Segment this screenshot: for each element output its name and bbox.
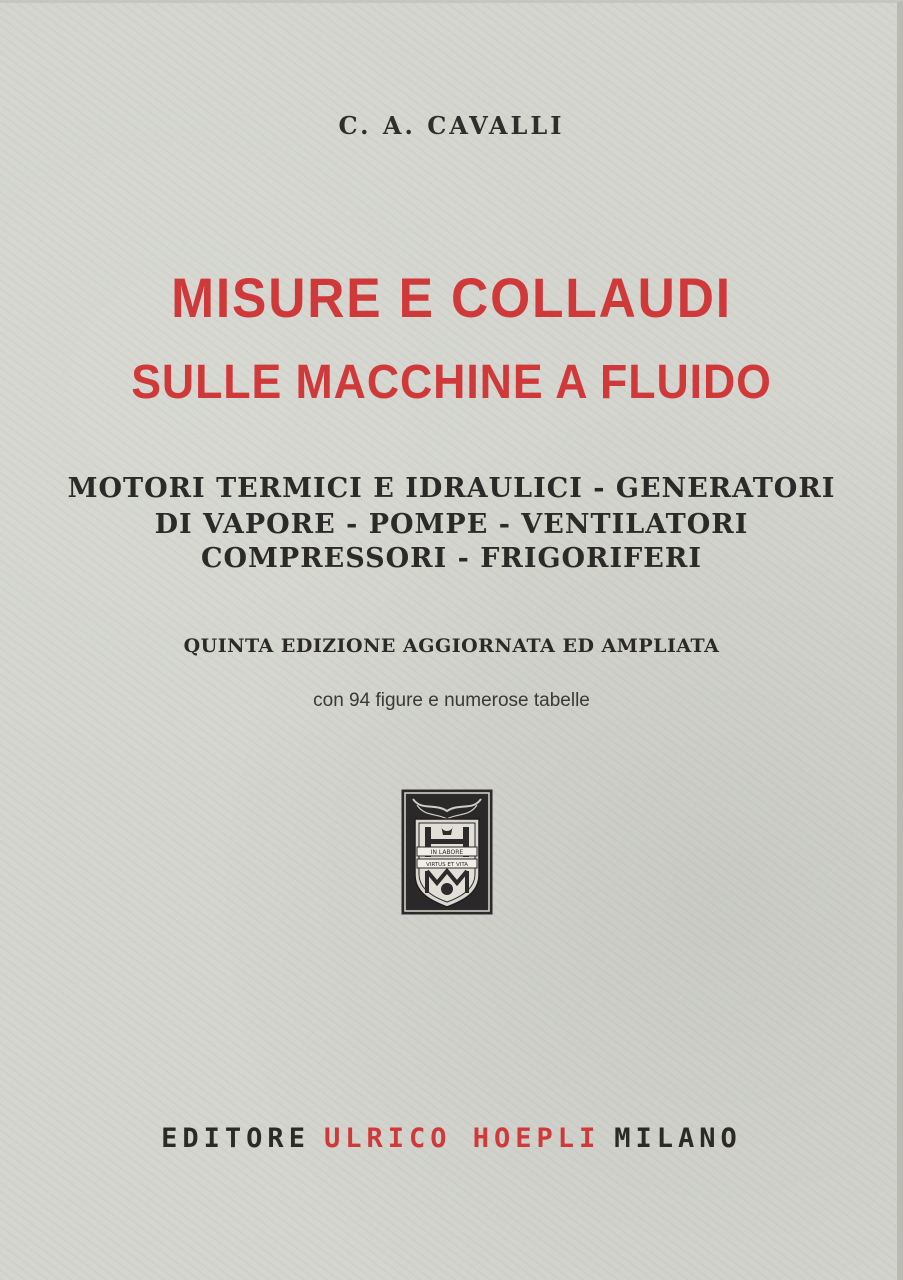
hoepli-publisher-emblem-icon [401, 789, 493, 915]
emblem-motto-top: IN LABORE [430, 849, 464, 856]
edition-note: QUINTA EDIZIONE AGGIORNATA ED AMPLIATA [183, 635, 720, 657]
publisher-name: ULRICO HOEPLI [323, 1123, 601, 1154]
publisher-line [0, 1123, 903, 1154]
subtitle-line-1: MOTORI TERMICI E IDRAULICI - GENERATORI [67, 473, 836, 504]
subtitle-line-3: COMPRESSORI - FRIGORIFERI [201, 543, 702, 574]
figures-note: con 94 figure e numerose tabelle [313, 690, 590, 711]
title-line-1: MISURE E COLLAUDI [171, 266, 732, 329]
title-line-2: SULLE MACCHINE A FLUIDO [131, 356, 772, 409]
publisher-city: MILANO [614, 1123, 742, 1154]
subtitle-line-2: DI VAPORE - POMPE - VENTILATORI [154, 509, 749, 540]
emblem-motto-bottom: VIRTUS ET VITA [425, 862, 469, 868]
author-name: C. A. CAVALLI [338, 111, 565, 140]
publisher-prefix: EDITORE [161, 1123, 310, 1154]
